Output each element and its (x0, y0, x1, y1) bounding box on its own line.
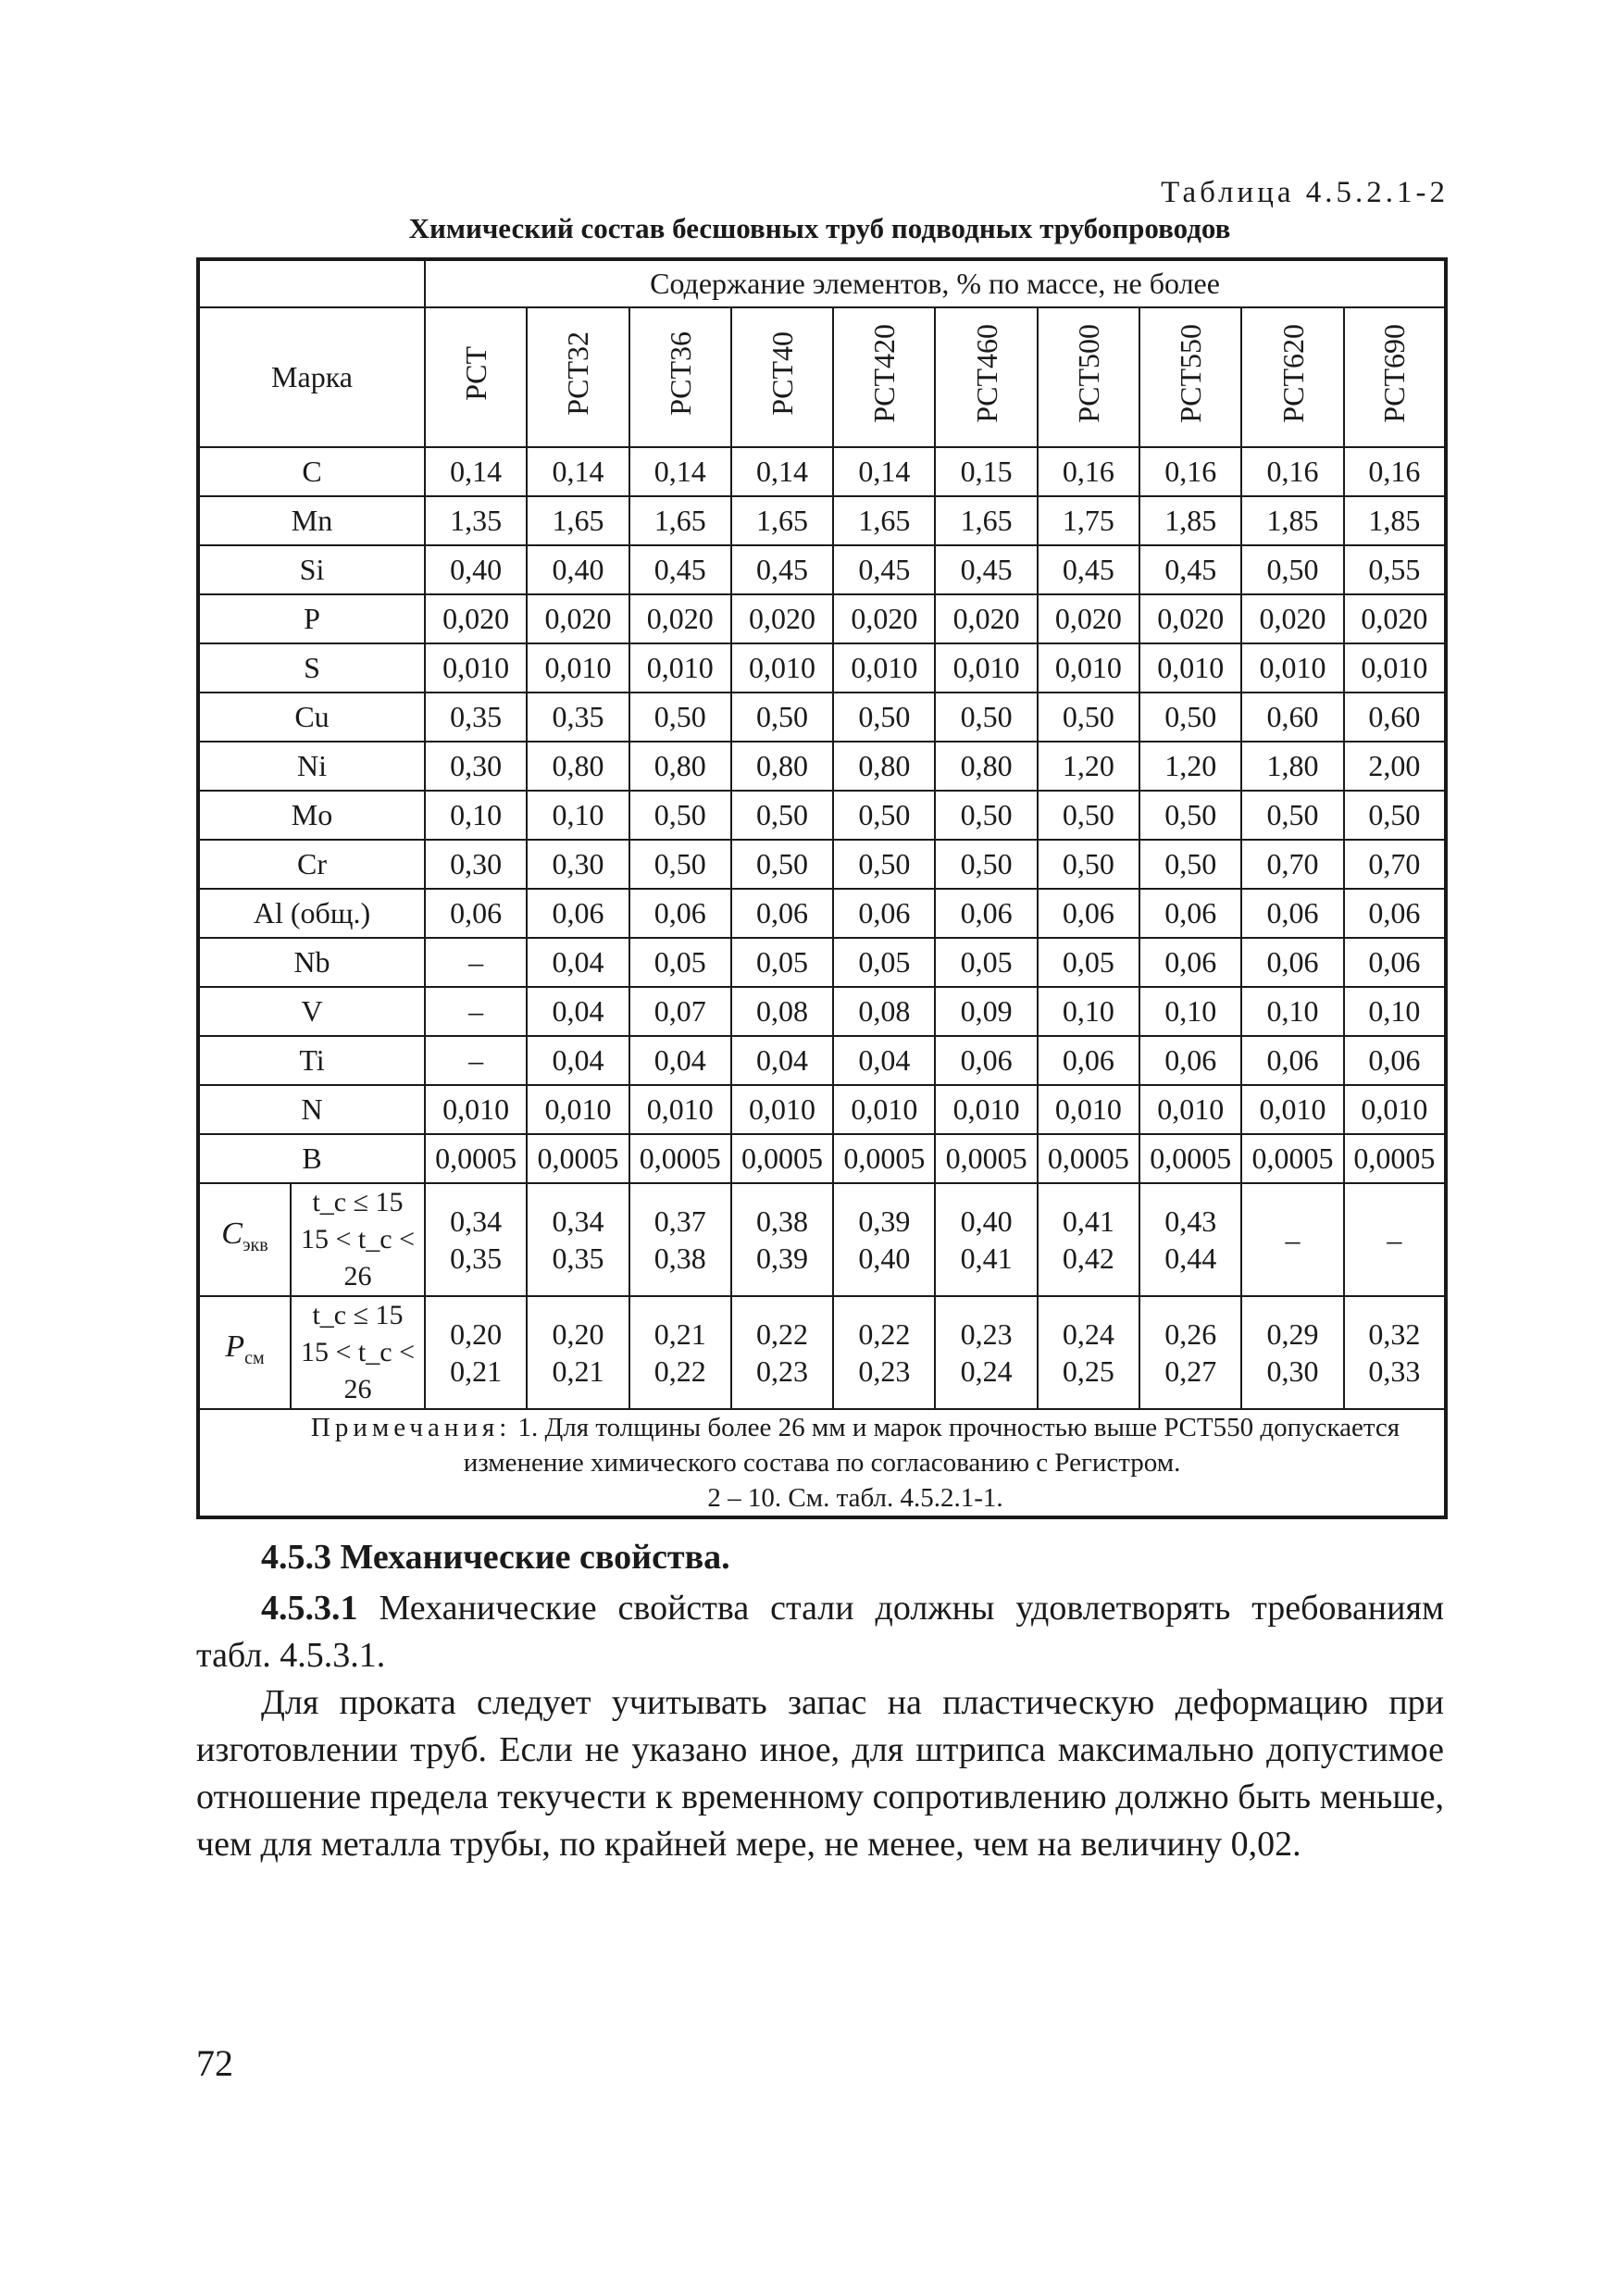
table-cell: 0,55 (1344, 545, 1446, 594)
table-cell (527, 1183, 629, 1296)
table-cell: 1,65 (527, 496, 629, 545)
table-cell: 0,15 (935, 447, 1037, 496)
table-cell: 0,010 (1038, 1085, 1139, 1134)
table-cell (1344, 1183, 1446, 1296)
table-cell: 0,010 (833, 1085, 935, 1134)
table-cell: 0,010 (425, 643, 527, 693)
cell-value: 0,22 (653, 1354, 706, 1388)
element-name: S (198, 643, 425, 693)
index-symbol (198, 1296, 291, 1409)
table-cell: 0,04 (527, 987, 629, 1036)
table-cell: 0,50 (833, 840, 935, 889)
cell-value: 0,42 (1062, 1242, 1114, 1275)
table-cell: 0,020 (833, 594, 935, 643)
cell-value: 0,40 (858, 1242, 911, 1275)
table-cell: 0,10 (527, 791, 629, 840)
table-cell: 0,010 (731, 1085, 833, 1134)
table-cell: 0,50 (833, 791, 935, 840)
grade-label-text: PCT620 (1276, 324, 1310, 423)
cell-value: 0,23 (756, 1354, 809, 1388)
table-cell: 0,0005 (629, 1134, 731, 1183)
table-cell: 0,50 (1241, 545, 1343, 594)
grade-label: Марка (198, 307, 425, 447)
table-cell: 0,020 (425, 594, 527, 643)
table-cell: 0,0005 (833, 1134, 935, 1183)
grade-header (833, 307, 935, 447)
cell-value: 0,20 (450, 1317, 503, 1351)
table-cell: 0,08 (731, 987, 833, 1036)
table-cell: 0,010 (935, 643, 1037, 693)
note-1-text: 1. Для толщины более 26 мм и марок прочностью выше PCT550 допускается изменение химического состава по согласованию с Регистром. (463, 1413, 1400, 1478)
table-row (198, 987, 1446, 1036)
table-cell: 0,020 (1139, 594, 1241, 643)
table-cell: 0,08 (833, 987, 935, 1036)
table-cell: 0,06 (1139, 938, 1241, 987)
table-cell: 0,35 (425, 693, 527, 742)
table-cell (935, 1296, 1037, 1409)
table-title: Химический состав бесшовных труб подводных трубопроводов (408, 212, 1231, 244)
cell-value: 0,26 (1164, 1317, 1217, 1351)
split-row (198, 1183, 1446, 1296)
table-cell: 1,85 (1344, 496, 1446, 545)
table-cell: 0,06 (1344, 1036, 1446, 1085)
table-cell: 0,020 (1241, 594, 1343, 643)
table-cell: 2,00 (1344, 742, 1446, 791)
grade-header (425, 307, 527, 447)
table-cell: 0,04 (731, 1036, 833, 1085)
table-cell: 0,0005 (1241, 1134, 1343, 1183)
table-cell: 0,10 (1344, 987, 1446, 1036)
grade-header (1241, 307, 1343, 447)
table-cell: 0,50 (935, 693, 1037, 742)
table-cell: – (425, 987, 527, 1036)
cell-value: 0,20 (552, 1317, 604, 1351)
cell-value: – (1387, 1223, 1402, 1256)
table-cell (629, 1183, 731, 1296)
table-cell (527, 1296, 629, 1409)
index-symbol-subscript: экв (242, 1234, 268, 1255)
table-cell: 0,50 (731, 693, 833, 742)
table-cell (1038, 1296, 1139, 1409)
table-cell: 0,70 (1344, 840, 1446, 889)
table-cell (1241, 1296, 1343, 1409)
element-name: Si (198, 545, 425, 594)
table-row (198, 594, 1446, 643)
element-name: P (198, 594, 425, 643)
element-name: Mo (198, 791, 425, 840)
table-cell: 0,020 (935, 594, 1037, 643)
index-symbol-letter: C (221, 1217, 243, 1252)
table-row (198, 1036, 1446, 1085)
table-cell: 0,70 (1241, 840, 1343, 889)
table-cell: – (425, 938, 527, 987)
cell-value: 0,25 (1062, 1354, 1114, 1388)
table-cell: 0,16 (1038, 447, 1139, 496)
table-row (198, 840, 1446, 889)
table-cell: 1,65 (731, 496, 833, 545)
table-cell: 0,0005 (731, 1134, 833, 1183)
cell-value: 0,38 (756, 1204, 809, 1238)
table-cell: 1,85 (1139, 496, 1241, 545)
table-cell (629, 1296, 731, 1409)
table-cell: 0,35 (527, 693, 629, 742)
table-cell: 0,010 (1241, 1085, 1343, 1134)
element-name: C (198, 447, 425, 496)
table-cell: 0,06 (1241, 938, 1343, 987)
table-cell: 0,40 (425, 545, 527, 594)
table-cell: 0,0005 (1038, 1134, 1139, 1183)
header-empty-cell (198, 259, 425, 307)
grade-label-text: PCT460 (969, 324, 1003, 423)
table-cell: 0,010 (629, 643, 731, 693)
table-cell: 0,60 (1344, 693, 1446, 742)
page-number: 72 (196, 2042, 233, 2084)
cell-value: 0,33 (1368, 1354, 1421, 1388)
table-cell: 0,30 (527, 840, 629, 889)
table-cell: 0,80 (833, 742, 935, 791)
table-cell: 0,80 (629, 742, 731, 791)
table-cell: 1,80 (1241, 742, 1343, 791)
table-row (198, 643, 1446, 693)
table-cell: 0,05 (629, 938, 731, 987)
table-cell: 1,65 (833, 496, 935, 545)
section-body (196, 1585, 1444, 1868)
grade-label-text: PCT690 (1377, 324, 1412, 423)
table-cell: 0,06 (731, 889, 833, 938)
table-cell: 0,60 (1241, 693, 1343, 742)
table-cell: 0,010 (1241, 643, 1343, 693)
table-cell: 0,010 (425, 1085, 527, 1134)
table-cell: 0,010 (935, 1085, 1037, 1134)
cell-value: 0,23 (960, 1317, 1013, 1351)
table-cell: 0,010 (1139, 1085, 1241, 1134)
table-cell: 0,07 (629, 987, 731, 1036)
table-cell: 0,020 (527, 594, 629, 643)
table-cell: 0,06 (1344, 938, 1446, 987)
table-cell: 0,10 (1241, 987, 1343, 1036)
table-cell: 0,45 (833, 545, 935, 594)
table-cell: 0,010 (833, 643, 935, 693)
table-row (198, 545, 1446, 594)
table-cell: 0,50 (1241, 791, 1343, 840)
grade-header (1038, 307, 1139, 447)
cell-value: 0,39 (858, 1204, 911, 1238)
table-cell: 0,010 (1038, 643, 1139, 693)
cell-value: 0,21 (552, 1354, 604, 1388)
condition-2: 15 < t_c < 26 (301, 1224, 415, 1292)
element-name: Cr (198, 840, 425, 889)
header-row-content (198, 259, 1446, 307)
table-cell: 0,50 (629, 840, 731, 889)
table-cell: 0,80 (527, 742, 629, 791)
grade-label-text: PCT (459, 346, 493, 401)
table-cell: 1,75 (1038, 496, 1139, 545)
table-cell: 0,50 (935, 840, 1037, 889)
paragraph-1-text: Механические свойства стали должны удовлетворять требованиям табл. 4.5.3.1. (196, 1589, 1445, 1675)
table-cell: 1,20 (1139, 742, 1241, 791)
table-cell: 0,0005 (1139, 1134, 1241, 1183)
table-cell: 0,45 (935, 545, 1037, 594)
table-cell: 0,010 (1139, 643, 1241, 693)
element-name: Ni (198, 742, 425, 791)
cell-value: 0,41 (960, 1242, 1013, 1275)
table-cell: 0,50 (1139, 791, 1241, 840)
table-cell: 0,45 (731, 545, 833, 594)
table-cell: 0,04 (527, 1036, 629, 1085)
table-cell: 0,06 (1038, 1036, 1139, 1085)
section-heading: 4.5.3 Механические свойства. (261, 1538, 730, 1577)
cell-value: 0,39 (756, 1242, 809, 1275)
table-cell: 0,10 (425, 791, 527, 840)
notes-label: Примечания: (310, 1413, 512, 1442)
table-cell: 0,0005 (527, 1134, 629, 1183)
element-name: Mn (198, 496, 425, 545)
table-cell: 0,14 (731, 447, 833, 496)
table-cell: 0,05 (731, 938, 833, 987)
table-cell: 0,05 (833, 938, 935, 987)
table-cell: 1,35 (425, 496, 527, 545)
cell-value: 0,34 (552, 1204, 604, 1238)
table-cell: 1,65 (935, 496, 1037, 545)
table-cell: 0,010 (629, 1085, 731, 1134)
table-cell: 0,0005 (935, 1134, 1037, 1183)
table-cell: 1,20 (1038, 742, 1139, 791)
table-cell: 0,50 (935, 791, 1037, 840)
table-cell: 0,020 (629, 594, 731, 643)
cell-value: 0,23 (858, 1354, 911, 1388)
table-cell: 0,06 (935, 889, 1037, 938)
table-cell: 0,020 (1038, 594, 1139, 643)
table-cell: 0,16 (1139, 447, 1241, 496)
cell-value: 0,35 (450, 1242, 503, 1275)
paragraph-2: Для проката следует учитывать запас на пластическую деформацию при изготовлении труб. Если не указано иное, для штрипса максимально допустимое отношение предела текучести к временному сопротивлению должно быть меньше, чем для металла трубы, по крайней мере, не менее, чем на величину 0,02. (196, 1683, 1444, 1864)
table-cell: 0,09 (935, 987, 1037, 1036)
table-cell (425, 1296, 527, 1409)
thickness-conditions (291, 1296, 425, 1409)
table-cell: 0,10 (1139, 987, 1241, 1036)
table-cell (833, 1183, 935, 1296)
cell-value: 0,38 (653, 1242, 706, 1275)
table-cell: 0,50 (833, 693, 935, 742)
element-name: B (198, 1134, 425, 1183)
table-cell: 0,020 (731, 594, 833, 643)
index-symbol-letter: P (225, 1329, 245, 1365)
table-cell: 0,05 (1038, 938, 1139, 987)
table-cell: 0,04 (629, 1036, 731, 1085)
table-cell: 0,50 (1139, 840, 1241, 889)
grade-label-text: PCT420 (867, 324, 902, 423)
element-name: V (198, 987, 425, 1036)
table-cell: 0,06 (1139, 889, 1241, 938)
table-row (198, 889, 1446, 938)
table-cell: 1,85 (1241, 496, 1343, 545)
grade-header (1344, 307, 1446, 447)
table-cell: – (425, 1036, 527, 1085)
table-cell: 0,50 (1344, 791, 1446, 840)
table-cell (833, 1296, 935, 1409)
split-row (198, 1296, 1446, 1409)
table-cell: 0,06 (935, 1036, 1037, 1085)
table-row (198, 693, 1446, 742)
table-cell: 0,06 (1344, 889, 1446, 938)
table-cell (731, 1296, 833, 1409)
table-cell: 0,010 (1344, 643, 1446, 693)
note-2: 2 – 10. См. табл. 4.5.2.1-1. (707, 1483, 1003, 1513)
element-name: Al (общ.) (198, 889, 425, 938)
table-cell: 0,05 (935, 938, 1037, 987)
table-row (198, 791, 1446, 840)
table-cell: 0,50 (1139, 693, 1241, 742)
cell-value: 0,32 (1368, 1317, 1421, 1351)
cell-value: – (1285, 1223, 1301, 1256)
cell-value: 0,24 (1062, 1317, 1114, 1351)
table-cell (1038, 1183, 1139, 1296)
cell-value: 0,43 (1164, 1204, 1217, 1238)
grade-label-text: PCT32 (561, 331, 595, 416)
cell-value: 0,24 (960, 1354, 1013, 1388)
table-row (198, 742, 1446, 791)
cell-value: 0,41 (1062, 1204, 1114, 1238)
table-cell: 0,010 (1344, 1085, 1446, 1134)
grade-header (731, 307, 833, 447)
table-cell (1241, 1183, 1343, 1296)
table-cell: 0,50 (731, 791, 833, 840)
cell-value: 0,35 (552, 1242, 604, 1275)
table-row (198, 1085, 1446, 1134)
table-cell: 0,30 (425, 742, 527, 791)
paragraph-1-number: 4.5.3.1 (261, 1589, 358, 1628)
table-cell: 0,45 (629, 545, 731, 594)
table-cell: 0,16 (1241, 447, 1343, 496)
grade-label-text: PCT500 (1071, 324, 1105, 423)
table-cell: 0,50 (1038, 693, 1139, 742)
table-cell: 0,0005 (425, 1134, 527, 1183)
table-cell: 0,50 (1038, 791, 1139, 840)
thickness-conditions (291, 1183, 425, 1296)
element-name: Ti (198, 1036, 425, 1085)
element-name: Cu (198, 693, 425, 742)
cell-value: 0,37 (653, 1204, 706, 1238)
cell-value: 0,34 (450, 1204, 503, 1238)
table-cell: 0,06 (1241, 889, 1343, 938)
grade-header (935, 307, 1037, 447)
table-cell (1344, 1296, 1446, 1409)
table-cell: 0,06 (833, 889, 935, 938)
cell-value: 0,21 (450, 1354, 503, 1388)
table-cell: 0,0005 (1344, 1134, 1446, 1183)
table-cell: 0,14 (629, 447, 731, 496)
table-cell: 0,020 (1344, 594, 1446, 643)
table-row (198, 1134, 1446, 1183)
cell-value: 0,22 (858, 1317, 911, 1351)
table-cell: 0,50 (629, 693, 731, 742)
table-cell: 0,80 (731, 742, 833, 791)
table-row (198, 447, 1446, 496)
table-cell: 0,50 (1038, 840, 1139, 889)
table-cell: 0,010 (527, 1085, 629, 1134)
table-cell: 0,10 (1038, 987, 1139, 1036)
header-row-grades (198, 307, 1446, 447)
table-cell: 0,45 (1038, 545, 1139, 594)
grade-label-text: PCT40 (765, 331, 800, 416)
notes-cell (198, 1409, 1446, 1517)
table-cell: 0,45 (1139, 545, 1241, 594)
table-row (198, 496, 1446, 545)
cell-value: 0,27 (1164, 1354, 1217, 1388)
table-cell (1139, 1296, 1241, 1409)
table-cell: 0,06 (425, 889, 527, 938)
table-cell (731, 1183, 833, 1296)
cell-value: 0,29 (1266, 1317, 1319, 1351)
table-cell (425, 1183, 527, 1296)
table-label: Таблица 4.5.2.1-2 (1161, 176, 1449, 209)
table-cell: 0,50 (629, 791, 731, 840)
grade-header (1139, 307, 1241, 447)
grade-header (527, 307, 629, 447)
content-caption: Содержание элементов, % по массе, не более (425, 259, 1446, 307)
cell-value: 0,22 (756, 1317, 809, 1351)
paragraph-1 (196, 1585, 1444, 1679)
cell-value: 0,44 (1164, 1242, 1217, 1275)
index-symbol (198, 1183, 291, 1296)
notes-row (198, 1409, 1446, 1517)
table-row (198, 938, 1446, 987)
table-cell: 0,06 (1038, 889, 1139, 938)
table-cell: 0,16 (1344, 447, 1446, 496)
table-cell: 0,010 (731, 643, 833, 693)
grade-label-text: PCT550 (1174, 324, 1208, 423)
cell-value: 0,30 (1266, 1354, 1319, 1388)
table-cell: 0,80 (935, 742, 1037, 791)
table-cell: 1,65 (629, 496, 731, 545)
composition-table (196, 257, 1448, 1519)
cell-value: 0,21 (653, 1317, 706, 1351)
table-cell: 0,04 (833, 1036, 935, 1085)
table-cell: 0,06 (1139, 1036, 1241, 1085)
table-cell (1139, 1183, 1241, 1296)
note-1 (200, 1410, 1444, 1480)
element-name: N (198, 1085, 425, 1134)
table-cell: 0,010 (527, 643, 629, 693)
table-cell: 0,06 (629, 889, 731, 938)
table-cell: 0,50 (731, 840, 833, 889)
table-cell: 0,14 (527, 447, 629, 496)
table-cell (935, 1183, 1037, 1296)
table-cell: 0,04 (527, 938, 629, 987)
grade-header (629, 307, 731, 447)
condition-2: 15 < t_c < 26 (301, 1337, 415, 1404)
condition-1: t_c ≤ 15 (312, 1187, 404, 1217)
cell-value: 0,40 (960, 1204, 1013, 1238)
table-cell: 0,14 (833, 447, 935, 496)
element-name: Nb (198, 938, 425, 987)
table-cell: 0,14 (425, 447, 527, 496)
condition-1: t_c ≤ 15 (312, 1300, 404, 1330)
table-cell: 0,40 (527, 545, 629, 594)
index-symbol-subscript: см (244, 1347, 265, 1368)
table-cell: 0,06 (527, 889, 629, 938)
table-cell: 0,06 (1241, 1036, 1343, 1085)
grade-label-text: PCT36 (663, 331, 697, 416)
table-cell: 0,30 (425, 840, 527, 889)
